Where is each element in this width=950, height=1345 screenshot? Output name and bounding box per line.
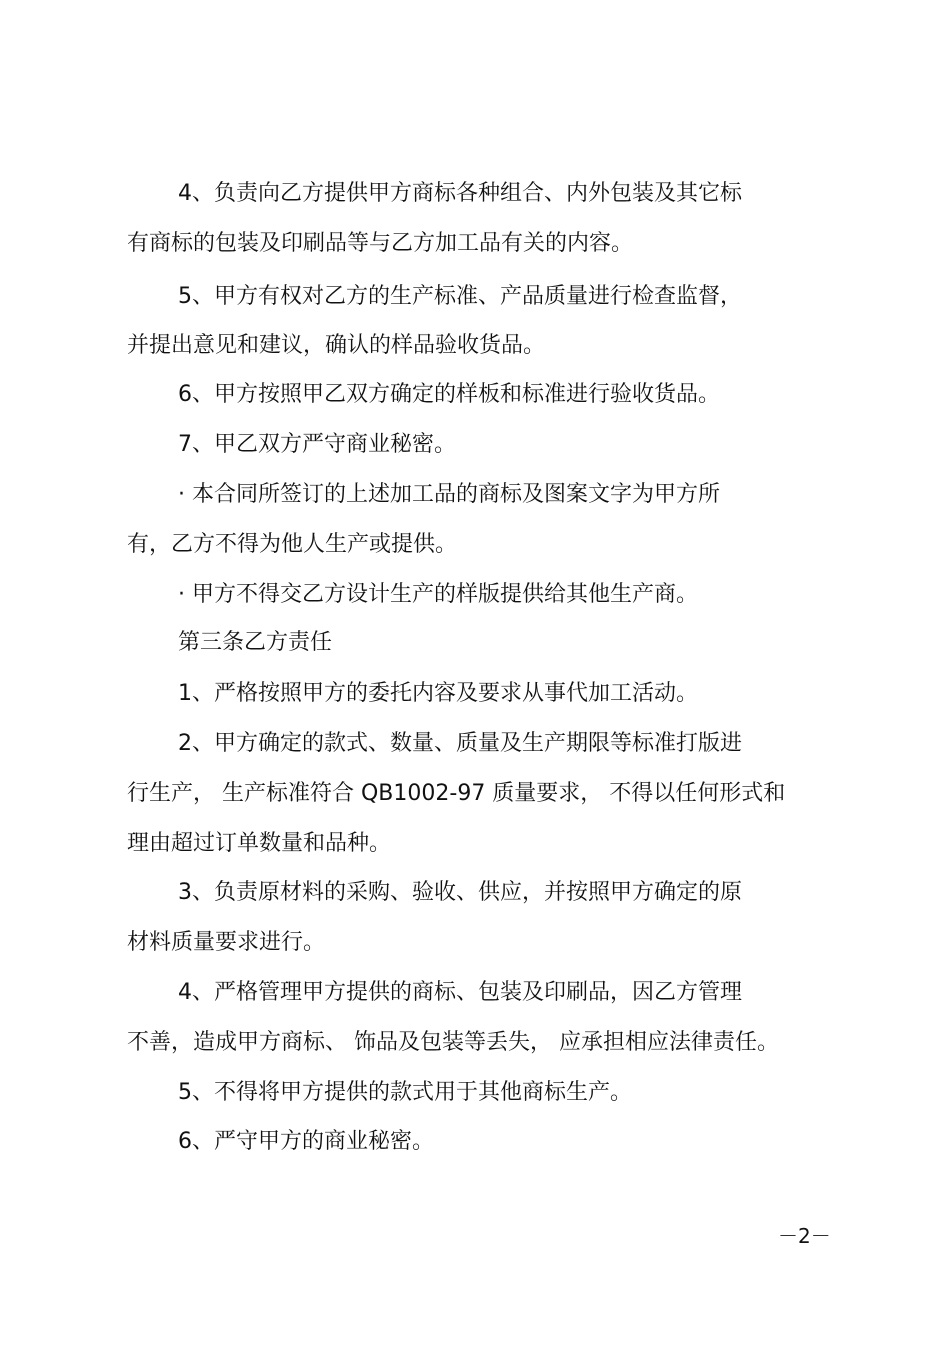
paragraph-line: · 甲方不得交乙方设计生产的样版提供给其他生产商。 <box>178 582 698 607</box>
paragraph-line: 4、负责向乙方提供甲方商标各种组合、内外包装及其它标 <box>178 181 742 206</box>
paragraph-line: 1、严格按照甲方的委托内容及要求从事代加工活动。 <box>178 681 698 706</box>
paragraph-line: 3、负责原材料的采购、验收、供应，并按照甲方确定的原 <box>178 880 742 905</box>
paragraph-line: 6、严守甲方的商业秘密。 <box>178 1129 434 1154</box>
paragraph-line: 5、不得将甲方提供的款式用于其他商标生产。 <box>178 1080 632 1105</box>
paragraph-line: 有，乙方不得为他人生产或提供。 <box>127 532 458 557</box>
paragraph-line: 行生产， 生产标准符合 QB1002-97 质量要求， 不得以任何形式和 <box>127 781 786 806</box>
paragraph-line: 6、甲方按照甲乙双方确定的样板和标准进行验收货品。 <box>178 382 720 407</box>
paragraph-line: 材料质量要求进行。 <box>127 930 326 955</box>
paragraph-line: 4、严格管理甲方提供的商标、包装及印刷品，因乙方管理 <box>178 980 742 1005</box>
paragraph-line: 2、甲方确定的款式、数量、质量及生产期限等标准打版进 <box>178 731 742 756</box>
paragraph-line: 7、甲乙双方严守商业秘密。 <box>178 432 456 457</box>
paragraph-line: 不善，造成甲方商标、 饰品及包装等丢失， 应承担相应法律责任。 <box>127 1030 779 1055</box>
paragraph-line: · 本合同所签订的上述加工品的商标及图案文字为甲方所 <box>178 482 720 507</box>
paragraph-line: 并提出意见和建议，确认的样品验收货品。 <box>127 333 546 358</box>
paragraph-line: 理由超过订单数量和品种。 <box>127 831 392 856</box>
paragraph-line: 5、甲方有权对乙方的生产标准、产品质量进行检查监督， <box>178 284 742 309</box>
page-number: －2－ <box>778 1224 831 1248</box>
paragraph-line: 有商标的包装及印刷品等与乙方加工品有关的内容。 <box>127 231 634 256</box>
section-heading: 第三条乙方责任 <box>178 630 333 655</box>
